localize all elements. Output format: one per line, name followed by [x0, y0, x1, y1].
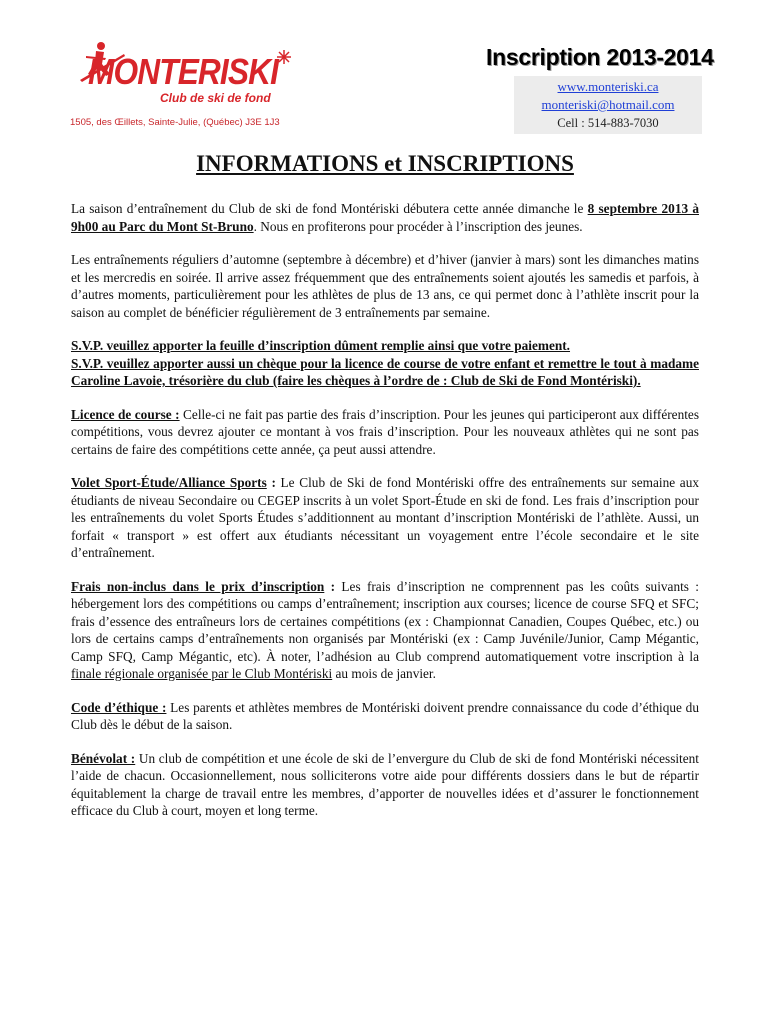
club-address: 1505, des Œillets, Sainte-Julie, (Québec) J3E 1J3 [70, 117, 280, 128]
paragraph-sport-etude [71, 474, 699, 562]
paragraph-training-schedule: Les entraînements réguliers d’automne (septembre à décembre) et d’hiver (janvier à mars) sont les dimanches matins et les mercredis en soirée. Il arrive assez fréquemment que des entraînements soient ajoutés les samedis et parfois, à d’autres moments, particulièrement pour les athlètes de plus de 13 ans, ce qui permet donc à l’athlète inscrit pour la saison au complet de bénéficier régulièrement de 3 entraînements par semaine. [71, 252, 699, 320]
paragraph-instructions [71, 337, 699, 390]
email-link[interactable]: monteriski@hotmail.com [541, 97, 675, 112]
licence-text: Celle-ci ne fait pas partie des frais d’inscription. Pour les jeunes qui participeront aux différentes compétitions, vous devrez ajouter ce montant à vos frais d’inscription. Pour les nouveaux athlètes qui ne sont pas certains de faire des compétitions cette année, ça peut aussi attendre. [71, 406, 700, 457]
club-logo [66, 40, 296, 120]
logo-subtitle: Club de ski de fond [160, 91, 271, 105]
fees-excluded-text-end: au mois de janvier. [332, 666, 436, 681]
sport-etude-label: Volet Sport-Étude/Alliance Sports [71, 475, 267, 490]
instruction-line-1: S.V.P. veuillez apporter la feuille d’inscription dûment remplie ainsi que votre paiement. [71, 338, 571, 353]
season-start-text: La saison d’entraînement du Club de ski de fond Montériski débutera cette année dimanche le [71, 201, 588, 216]
document-body [71, 200, 699, 820]
snowflake-icon [277, 50, 291, 64]
volunteering-text: Un club de compétition et une école de ski de l’envergure du Club de ski de fond Montériski nécessitent l’aide de chacun. Occasionnellement, nous solliciterons votre aide pour différents dossiers dans le but de répartir équitablement la charge de travail entre les membres, d’apporter de nouvelles idées et d’assurer le fonctionnement efficace du Club à court, moyen et long terme. [71, 750, 699, 818]
sport-etude-text: Le Club de Ski de fond Montériski offre des entraînements sur semaine aux étudiants de niveau Secondaire ou CEGEP inscrits à un volet Sport-Étude en ski de fond. Les frais d’inscription pour les entraînements du volet Sports Études s’additionnent au montant d’inscription Montériski de l’athlète. Aussi, un forfait « transport » est offert aux étudiants nécessitant un voyagement entre l’école secondaire et le site d’entraînement. [71, 475, 699, 560]
licence-label: Licence de course : [71, 406, 180, 422]
page-title: INFORMATIONS et INSCRIPTIONS [196, 151, 574, 176]
sport-etude-separator: : [266, 475, 281, 490]
contact-box [514, 76, 702, 134]
fees-excluded-text: Les frais d’inscription ne comprennent pas les coûts suivants : hébergement lors des compétitions ou camps d’entraînement; inscription aux courses; licence de course SFQ et SFC; frais d’essence des entraîneurs lors de certaines compétitions (ex : Championnat Canadien, Coupes Québec, etc.) ou lors de certains camps d’entraînements non organisés par Montériski (ex : Camp Juvénile/Junior, Camp Mégantic, Camp SFQ, Camp Mégantic, etc). À noter, l’adhésion au Club comprend automatiquement votre inscription à la [71, 578, 699, 664]
paragraph-fees-excluded [71, 578, 699, 683]
logo-wordmark [66, 40, 296, 92]
fees-excluded-separator: : [324, 578, 342, 594]
volunteering-label: Bénévolat : [71, 750, 136, 766]
cell-phone: Cell : 514-883-7030 [557, 116, 659, 130]
paragraph-volunteering [71, 750, 699, 820]
season-start-date: 8 septembre 2013 à 9h00 au Parc du Mont St-Bruno [71, 201, 699, 234]
code-ethics-text: Les parents et athlètes membres de Montériski doivent prendre connaissance du code d’éthique du Club dès le début de la saison. [71, 699, 699, 732]
paragraph-licence [71, 406, 699, 459]
season-start-text-end: . Nous en profiterons pour procéder à l’inscription des jeunes. [253, 218, 583, 234]
website-link[interactable]: www.monteriski.ca [557, 79, 659, 94]
instruction-line-2: S.V.P. veuillez apporter aussi un chèque pour la licence de course de votre enfant et remettre le tout à madame Caroline Lavoie, trésorière du club (faire les chèques à l’ordre de : Club de Ski de Fond Montériski). [71, 355, 699, 388]
logo-wordmark-text: MONTERISKI [88, 51, 280, 92]
regional-final-link: finale régionale organisée par le Club Montériski [71, 666, 333, 681]
paragraph-code-ethics [71, 699, 699, 734]
registration-title: Inscription 2013-2014 [486, 44, 714, 70]
code-ethics-label: Code d’éthique : [71, 699, 167, 715]
paragraph-season-start [71, 200, 699, 235]
fees-excluded-label: Frais non-inclus dans le prix d’inscription [71, 578, 325, 594]
